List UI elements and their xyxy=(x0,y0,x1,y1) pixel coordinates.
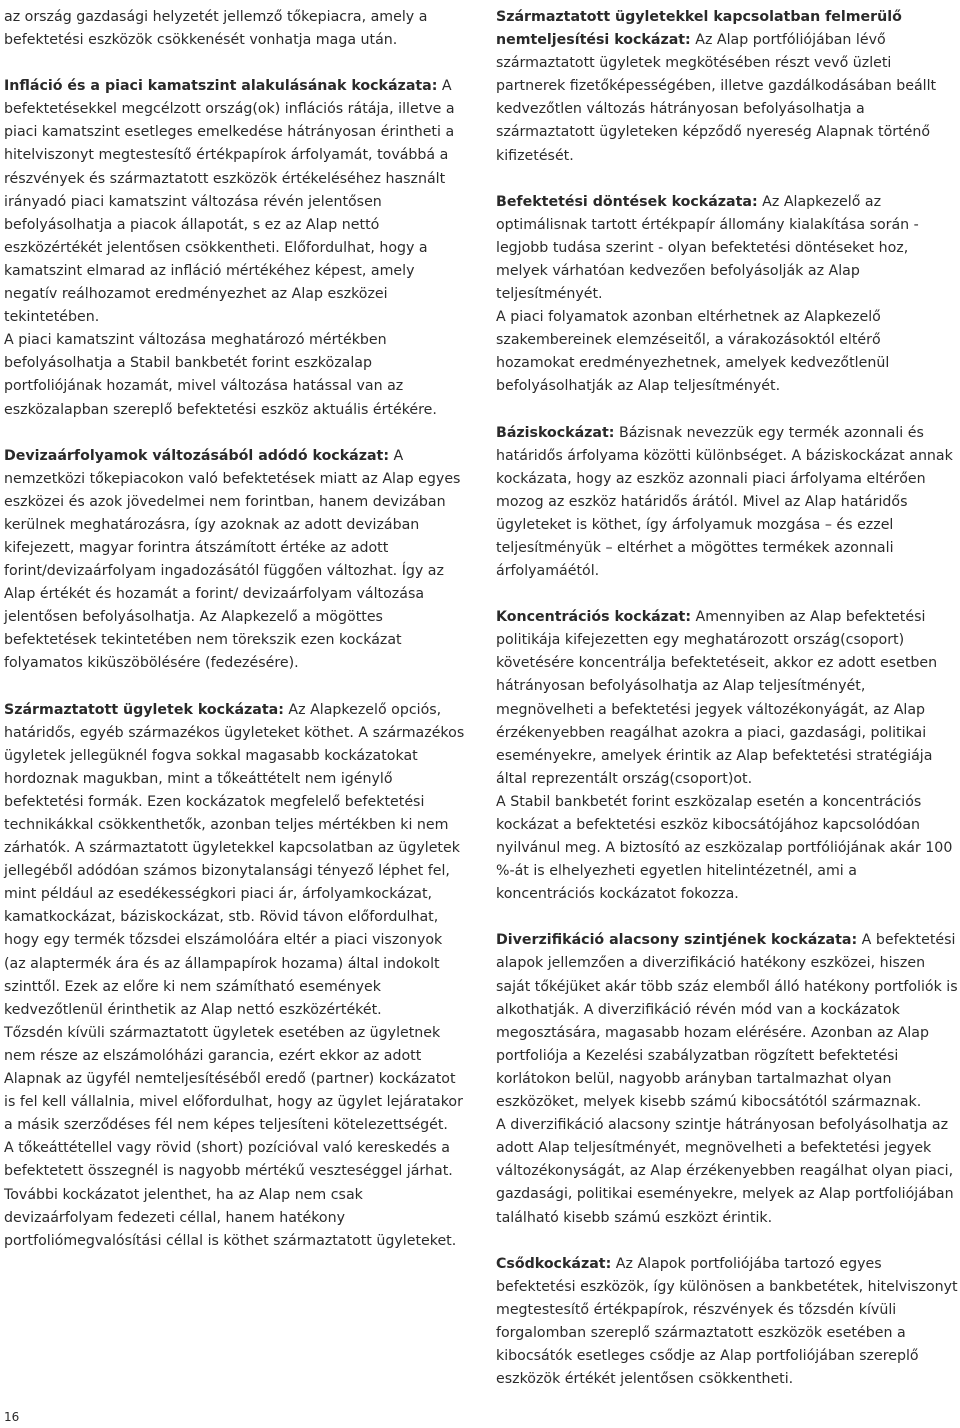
paragraph-bankruptcy-risk: Csődkockázat: Az Alapok portfoliójába tartozó egyes befektetési eszközök, így különösen a bankbetétek, hitelviszonyt megtestesítő értékpapírok, részvények és tőzsdén kívüli forgalomban szereplő származtatott eszközök esetében a kibocsátók esetleges csődje az Alap portfoliójában szereplő eszközök értékét jelentősen csökkentheti. xyxy=(496,1255,958,1388)
page-number: 16 xyxy=(4,1410,20,1424)
paragraph-derivatives-risk: Származtatott ügyletek kockázata: Az Alapkezelő opciós, határidős, egyéb származékos ügyleteket köthet. A származékos ügyletek jellegüknél fogva sokkal magasabb kockázatokat hordoznak magukban, mint a tőkeáttételt nem igénylő befektetési formák. Ezen kockázatok megfelelő befektetési technikákkal csökkenthetők, azonban teljes mértékben ki nem zárhatók. A származtatott ügyletekkel kapcsolatban az ügyletek jellegéből adódóan számos bizonytalansági tényező léphet fel, mint például az esedékességkori piaci ár, árfolyamkockázat, kamatkockázat, báziskockázat, stb. Rövid távon előfordulhat, hogy egy termék tőzsdei elszámolóára eltér a piaci viszonyok (az alaptermék ára és az állampapírok hozama) által indokolt szinttől. Ezek az előre ki nem számítható események kedvezőtlenül érinthetik az Alap nettó eszközértékét. xyxy=(4,701,465,1018)
right-column xyxy=(496,6,958,1391)
paragraph: A tőkeáttétellel vagy rövid (short) pozícióval való kereskedés a befektetett összegnél is nagyobb mértékű veszteséggel járhat. xyxy=(4,1140,453,1180)
paragraph-diversification-risk: Diverzifikáció alacsony szintjének kockázata: A befektetési alapok jellemzően a diverzifikáció hatékony eszközei, hiszen saját tőkéjüket akár több száz elemből álló hatékony portfoliók is alkothatják. A diverzifikáció révén mód van a kockázatok megosztására, magasabb hozam elérésére. Azonban az Alap portfoliója a Kezelési szabályzatban rögzített befektetési korlátokon belül, nagyobb arányban tartalmazhat olyan eszközöket, melyek kisebb számú kibocsátótól származnak. xyxy=(496,932,958,1111)
paragraph: A diverzifikáció alacsony szintje hátrányosan befolyásolhatja az adott Alap teljesítményét, megnövelheti a befektetési jegyek változékonyságát, az Alap érzékenyebben reagálhat olyan piaci, gazdasági, politikai eseményekre, melyek az Alap portfoliójában található kisebb számú eszközt érintik. xyxy=(496,1117,954,1226)
section-heading: Csődkockázat: xyxy=(496,1255,612,1272)
section-heading: Befektetési döntések kockázata: xyxy=(496,193,758,210)
paragraph-basis-risk: Báziskockázat: Bázisnak nevezzük egy termék azonnali és határidős árfolyama közötti különbséget. A báziskockázat annak kockázata, hogy az eszköz azonnali piaci árfolyama eltérően mozog az eszköz határidős árától. Mivel az Alap határidős ügyleteket is köthet, így árfolyamuk mozgása – és ezzel teljesítményük – eltérhet a mögöttes termékek azonnali árfolyamáétól. xyxy=(496,424,953,580)
paragraph: A Stabil bankbetét forint eszközalap esetén a koncentrációs kockázat a befektetési eszköz kibocsátójához kapcsolódóan nyilvánul meg. A biztosító az eszközalap portfóliójának akár 100 %-át is elhelyezheti egyetlen hitelintézetnél, ami a koncentrációs kockázatot fokozza. xyxy=(496,793,953,903)
paragraph-investment-decision-risk: Befektetési döntések kockázata: Az Alapkezelő az optimálisnak tartott értékpapír állomány kialakítása során - legjobb tudása szerint - olyan befektetési döntéseket hoz, melyek várhatóan kedvezően befolyásolják az Alap teljesítményét. xyxy=(496,193,919,303)
left-column xyxy=(4,6,466,1253)
paragraph: A piaci kamatszint változása meghatározó mértékben befolyásolhatja a Stabil bankbetét forint eszközalap portfoliójának hozamát, mivel változása hatással van az eszközalapban szereplő befektetési eszköz aktuális értékére. xyxy=(4,332,437,418)
section-heading: Báziskockázat: xyxy=(496,424,615,441)
paragraph-counterparty-risk: Származtatott ügyletekkel kapcsolatban felmerülő nemteljesítési kockázat: Az Alap portfóliójában lévő származtatott ügyletek megkötésében részt vevő üzleti partnerek fizetőképességében, illetve gazdálkodásában beállt kedvezőtlen változás hátrányosan befolyásolhatja a származtatott ügyleteken képződő nyereség Alapnak történő kifizetését. xyxy=(496,9,937,164)
section-heading: Devizaárfolyamok változásából adódó kockázat: xyxy=(4,447,390,464)
section-heading: Koncentrációs kockázat: xyxy=(496,609,691,626)
paragraph-currency-risk: Devizaárfolyamok változásából adódó kockázat: A nemzetközi tőkepiacokon való befektetések miatt az Alap egyes eszközei és azok jövedelmei nem forintban, hanem devizában kerülnek meghatározásra, így azoknak az adott devizában kifejezett, magyar forintra átszámított értéke az adott forint/devizaárfolyam ingadozásától függően változhat. Így az Alap értékét és hozamát a forint/ devizaárfolyam változása jelentősen befolyásolhatja. Az Alapkezelő a mögöttes befektetések tekintetében nem törekszik ezen kockázat folyamatos kiküszöbölésére (fedezésére). xyxy=(4,447,461,672)
section-heading: Származtatott ügyletek kockázata: xyxy=(4,701,284,718)
paragraph-inflation-risk: Infláció és a piaci kamatszint alakulásának kockázata: A befektetésekkel megcélzott ország(ok) inflációs rátája, illetve a piaci kamatszint esetleges emelkedése hátrányosan érintheti a hitelviszonyt megtestesítő értékpapírok árfolyamát, továbbá a részvények és származtatott eszközök értékeléséhez használt irányadó piaci kamatszint változása révén jelentősen befolyásolhatja a piacok állapotát, s ez az Alap nettó eszközértékét jelentősen csökkentheti. Előfordulhat, hogy a kamatszint elmarad az infláció mértékéhez képest, amely negatív reálhozamot eredményezhet az Alap eszközei tekintetében. xyxy=(4,78,455,326)
paragraph: A piaci folyamatok azonban eltérhetnek az Alapkezelő szakembereinek elemzéseitől, a várakozásoktól eltérő hozamokat eredményezhetnek, amelyek kedvezőtlenül befolyásolhatják az Alap teljesítményét. xyxy=(496,309,890,395)
paragraph: az ország gazdasági helyzetét jellemző tőkepiacra, amely a befektetési eszközök csökkenését vonhatja maga után. xyxy=(4,9,428,49)
section-heading: Infláció és a piaci kamatszint alakulásának kockázata: xyxy=(4,78,438,95)
section-heading: Diverzifikáció alacsony szintjének kockázata: xyxy=(496,932,858,949)
section-heading: Származtatott ügyletekkel kapcsolatban felmerülő nemteljesítési kockázat: xyxy=(496,9,902,49)
paragraph-concentration-risk: Koncentrációs kockázat: Amennyiben az Alap befektetési politikája kifejezetten egy meghatározott ország(csoport) követésére koncentrálja befektetéseit, akkor ez adott esetben hátrányosan befolyásolhatja az Alap teljesítményét, megnövelheti a befektetési jegyek változékonyágát, az Alap érzékenyebben reagálhat azokra a piaci, gazdasági, politikai eseményekre, amelyek érintik az Alap befektetési stratégiája által reprezentált ország(csoport)ot. xyxy=(496,609,938,787)
paragraph: További kockázatot jelenthet, ha az Alap nem csak devizaárfolyam fedezeti céllal, hanem hatékony portfoliómegvalósítási céllal is köthet származtatott ügyleteket. xyxy=(4,1186,457,1249)
paragraph: Tőzsdén kívüli származtatott ügyletek esetében az ügyletnek nem része az elszámolóházi garancia, ezért ekkor az adott Alapnak az ügyfél nemteljesítéséből eredő (partner) kockázatot is fel kell vállalnia, mivel előfordulhat, hogy az ügylet lejáratakor a másik szerződéses fél nem képes teljesíteni kötelezettségét. xyxy=(4,1024,463,1134)
